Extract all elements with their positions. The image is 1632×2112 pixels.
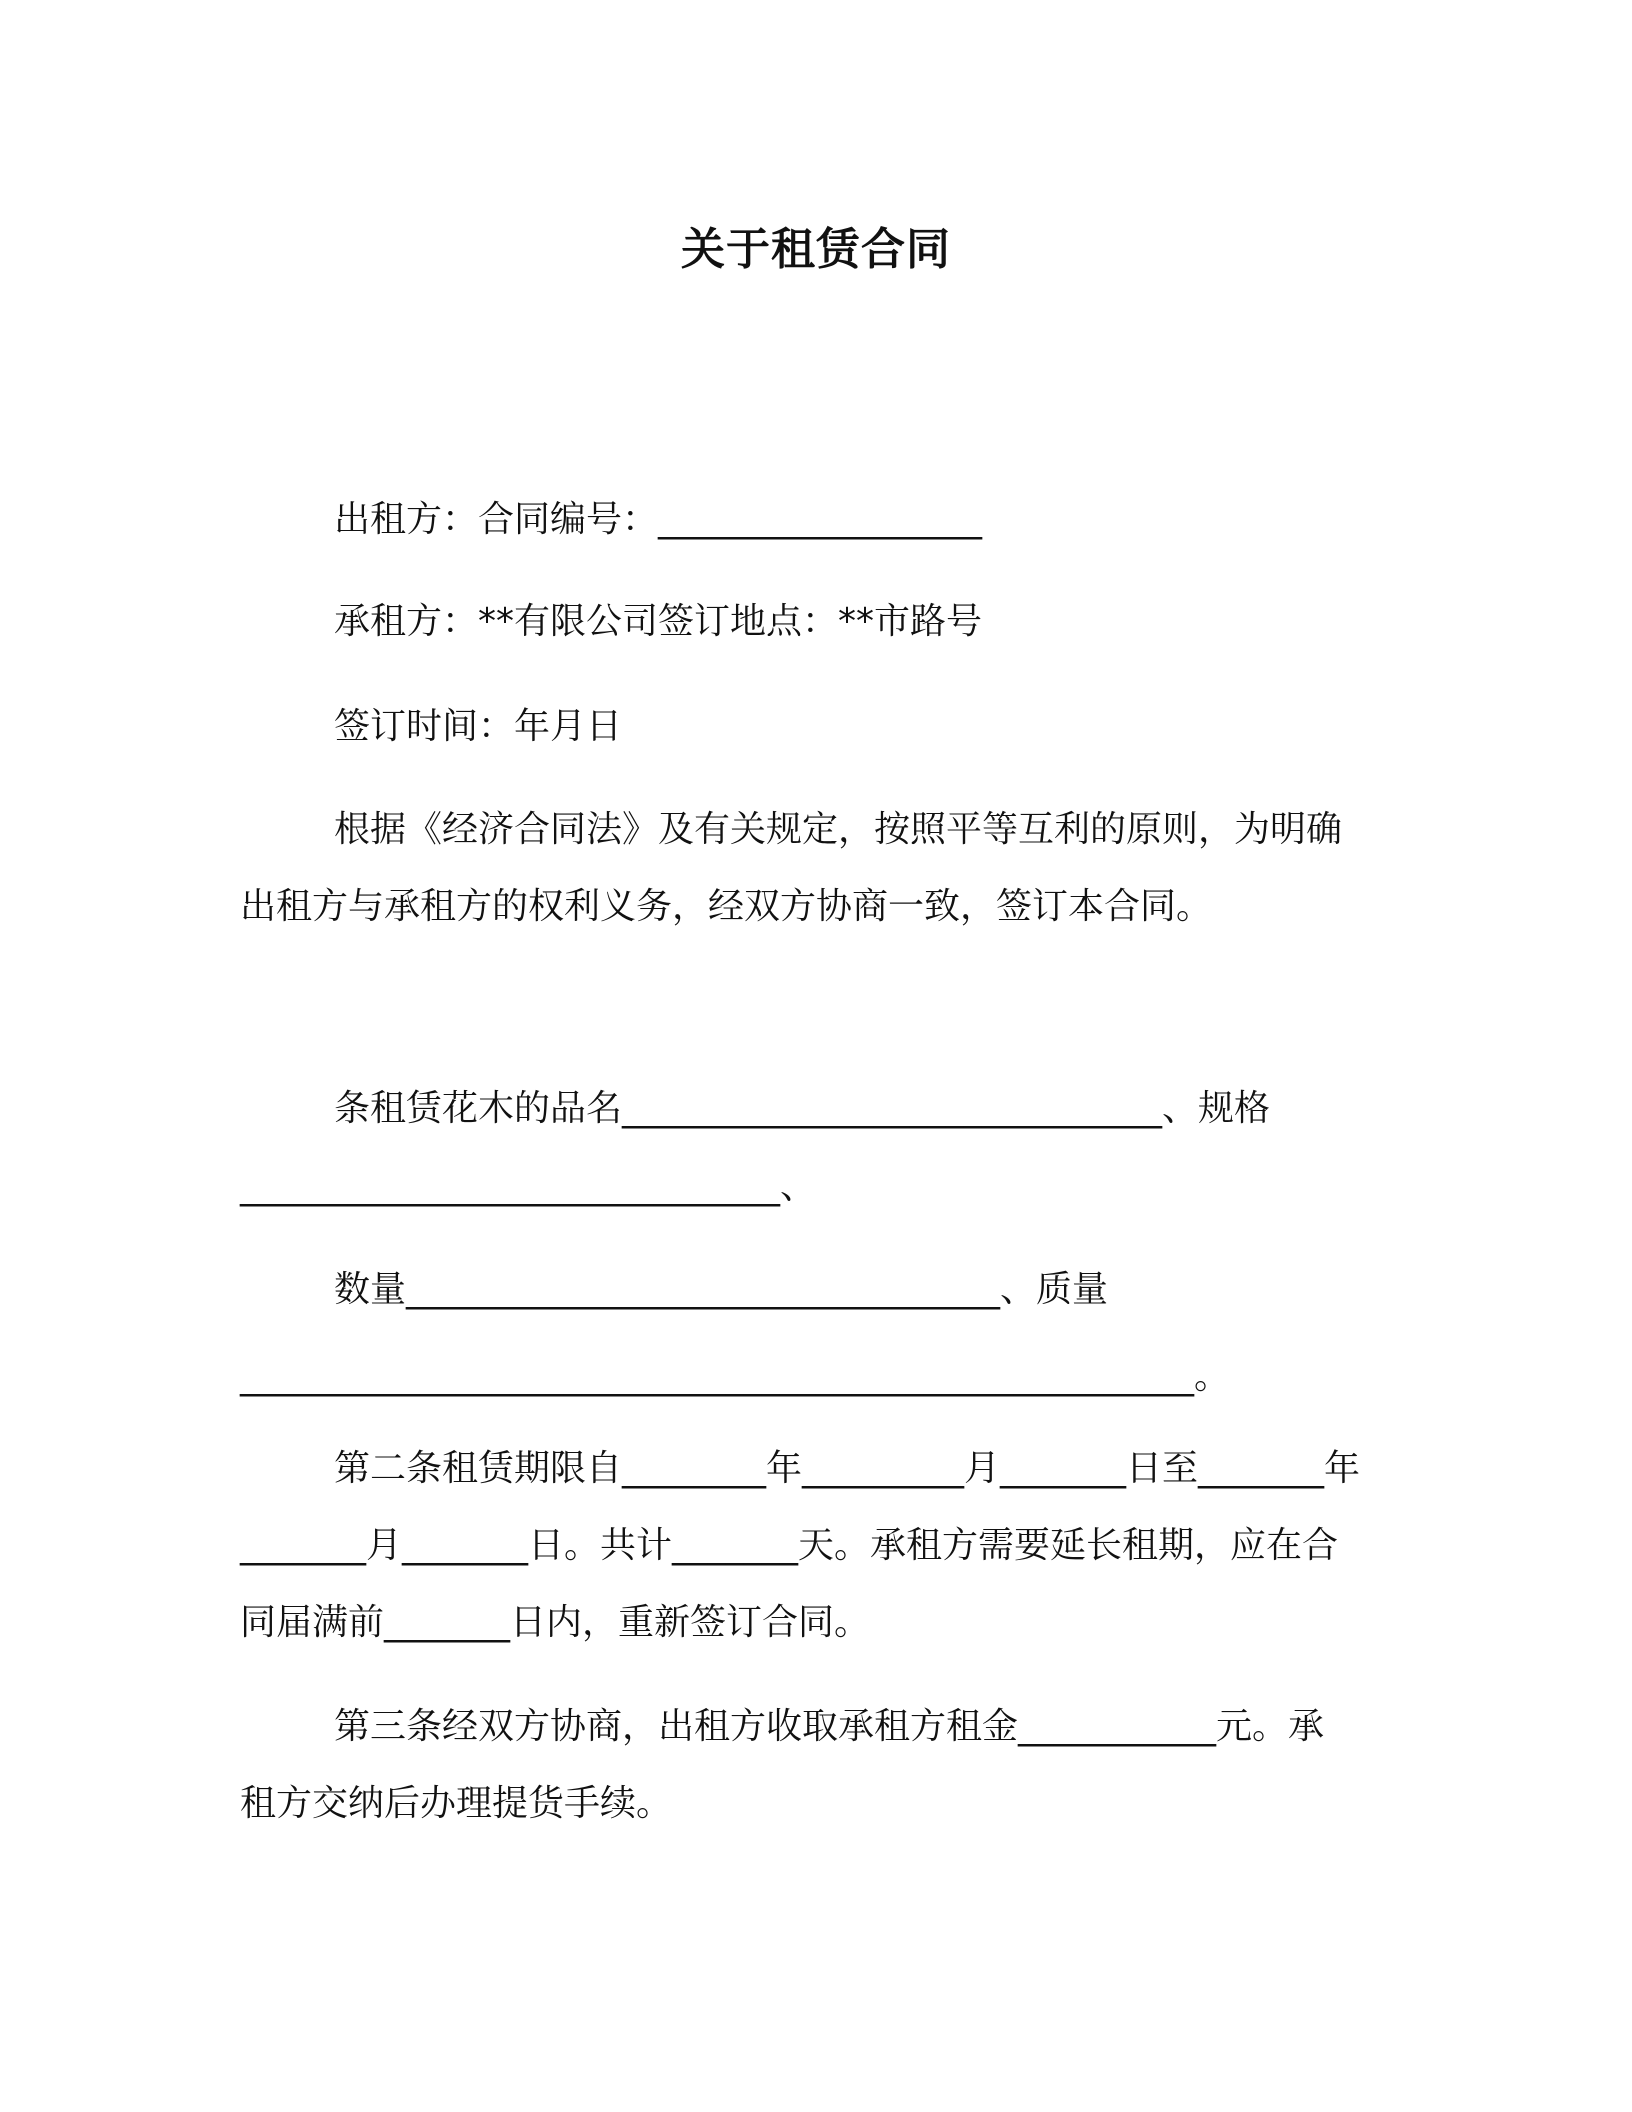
preamble-line-2: 出租方与承租方的权利义务，经双方协商一致，签订本合同。 [240,886,1213,927]
article1-line-1: 条租赁花木的品名______________________________、规格 [334,1088,1271,1129]
article3-line-2: 租方交纳后办理提货手续。 [240,1783,673,1824]
lessor-line: 出租方：合同编号：__________________ [334,499,983,540]
article1-line-4: _____________________________________________________。 [240,1356,1230,1397]
preamble-line-1: 根据《经济合同法》及有关规定，按照平等互利的原则，为明确 [334,809,1343,850]
article1-line-2: ______________________________、 [240,1166,816,1207]
article3-line-1: 第三条经双方协商，出租方收取承租方租金___________元。承 [334,1706,1325,1747]
signing-date-line: 签订时间：年月日 [334,706,623,747]
article2-line-3: 同届满前_______日内，重新签订合同。 [240,1602,871,1643]
lessee-line: 承租方：**有限公司签订地点：**市路号 [334,601,983,642]
article2-line-2: _______月_______日。共计_______天。承租方需要延长租期，应在合 [240,1525,1339,1566]
document-title: 关于租赁合同 [681,224,951,275]
article2-line-1: 第二条租赁期限自________年_________月_______日至_______年 [334,1448,1361,1489]
article1-line-3: 数量_________________________________、质量 [334,1269,1109,1310]
